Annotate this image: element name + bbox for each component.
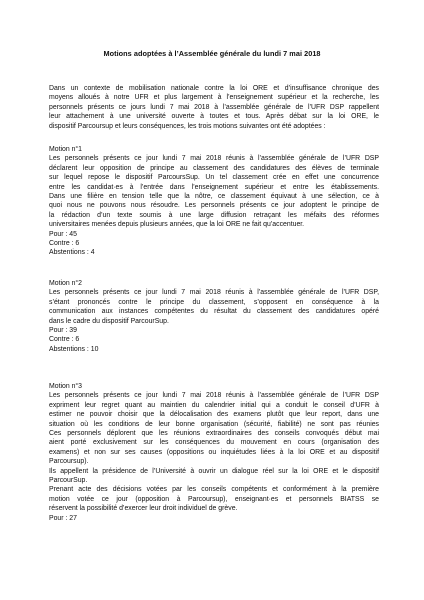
motion-line: ParcourSup.	[49, 477, 88, 485]
motion-heading: Motion n°1	[49, 146, 83, 153]
vote-contre: Contre : 6	[49, 336, 80, 344]
motion-heading: Motion n°2	[49, 280, 83, 287]
motion-line: examens) et non sur ses causes (oppositions ou inquiétudes liées à la loi ORE et au dispositif	[49, 448, 379, 456]
vote-pour: Pour : 45	[49, 230, 77, 238]
motion-line: dans le cadre du dispositif ParcourSup.	[49, 317, 169, 325]
intro-line: dispositif Parcoursup et leurs conséquences, les trois motions suivantes ont été adoptées :	[49, 122, 326, 130]
motion-line: expriment leur regret quant au maintien du calendrier initial qui a conduit le conseil d’UFR à	[49, 401, 379, 409]
document-title: Motions adoptées à l’Assemblée générale du lundi 7 mai 2018	[103, 49, 321, 58]
motion-line: s’étant prononcés contre le principe du classement, s’opposent en conséquence à la	[49, 298, 379, 306]
vote-pour: Pour : 27	[49, 514, 77, 522]
vote-pour: Pour : 39	[49, 327, 77, 335]
intro-line: Dans un contexte de mobilisation nationale contre la loi ORE et d’insuffisance chronique des	[49, 85, 379, 92]
motion-line: Dans une filière en tension telle que la nôtre, ce classement équivaut à une sélection, ce à	[49, 193, 379, 201]
motion-line: aient porté exclusivement sur les conséquences du mouvement en cours (organisation des	[49, 439, 379, 447]
motion-line: la rédaction d’un texte soumis à une large diffusion retraçant les méfaits des réformes	[49, 211, 379, 219]
motion-1	[49, 145, 379, 258]
motion-line: universitaires menées depuis plusieurs années, que la loi ORE ne fait qu’accentuer.	[49, 221, 305, 229]
motion-line: entre les candidat·es à l’entrée dans l’enseignement supérieur et entre les établissements.	[49, 183, 379, 191]
motion-line: Ces personnels déplorent que les réunions extraordinaires des conseils convoqués début mai	[49, 430, 379, 438]
motion-line: situation où les conditions de leur bonne organisation (sécurité, fiabilité) ne sont pas réunies	[49, 420, 379, 428]
motion-line: motion votée ce jour (opposition à Parcoursup), enseignant·es et personnels BIATSS se	[49, 495, 379, 503]
motion-line: Les personnels présents ce jour lundi 7 mai 2018 réunis à l’assemblée générale de l’UFR DSP,	[49, 289, 379, 297]
intro-line: personnels présents ce jours lundi 7 mai 2018 à l’assemblée générale de l’UFR DSP rappellent	[49, 103, 379, 111]
motion-line: réservent la possibilité d’exercer leur droit individuel de grève.	[49, 505, 238, 513]
intro-line: moyens alloués à notre UFR et plus largement à l’enseignement supérieur et la recherche, les	[49, 94, 379, 102]
motion-line: sur lequel repose le dispositif ParcoursSup. Un tel classement crée en effet une concurrence	[49, 174, 379, 182]
vote-abstentions: Abstentions : 4	[49, 249, 95, 257]
motion-line: déclarent leur opposition de principe au classement des candidatures des élèves de terminale	[49, 164, 379, 172]
motion-line: Les personnels présents ce jour lundi 7 mai 2018 réunis à l’assemblée générale de l’UFR DSP	[49, 392, 379, 400]
vote-abstentions: Abstentions : 10	[49, 345, 99, 353]
intro-line: leur attachement à une université ouverte à toutes et tous. Après débat sur la loi ORE, le	[49, 113, 379, 121]
motion-3	[49, 382, 379, 523]
vote-contre: Contre : 6	[49, 240, 80, 248]
motion-line: Ils appellent la présidence de l’Université à ouvrir un dialogue réel sur la loi ORE et le dispositif	[49, 467, 379, 475]
motion-line: quoi nous ne pouvons nous résoudre. Les personnels présents ce jour adoptent le principe de	[49, 202, 379, 210]
motion-heading: Motion n°3	[49, 383, 83, 390]
intro-paragraph	[49, 84, 379, 131]
motion-line: Parcoursup).	[49, 458, 89, 466]
motion-line: Prenant acte des décisions votées par les conseils compétents et conformément à la première	[49, 486, 379, 494]
motion-line: Les personnels présents ce jour lundi 7 mai 2018 réunis à l’assemblée générale de l’UFR DSP	[49, 155, 379, 163]
motion-line: communication aux instances compétentes du résultat du classement des candidatures opéré	[49, 308, 379, 316]
motion-2	[49, 279, 379, 354]
motion-line: estimer ne pouvoir choisir que la délocalisation des examens plutôt que leur report, dans une	[49, 411, 379, 419]
